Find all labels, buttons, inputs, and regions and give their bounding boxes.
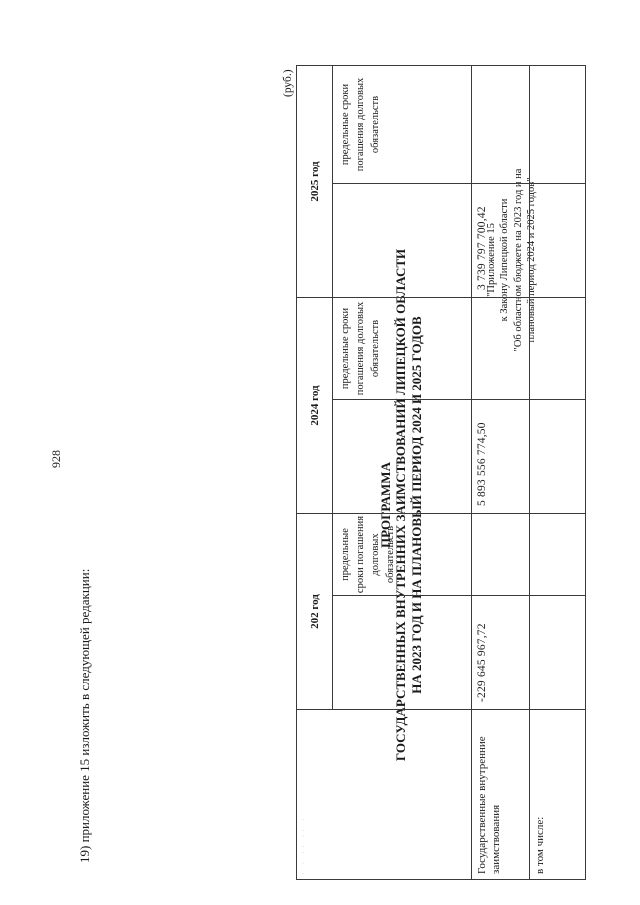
title-line: НА 2023 ГОД И НА ПЛАНОВЫЙ ПЕРИОД 2024 И 2025 ГОДОВ bbox=[408, 316, 424, 694]
term-cell bbox=[472, 298, 530, 400]
title-line: ПРОГРАММА bbox=[378, 462, 393, 548]
table-row bbox=[530, 66, 586, 880]
title-line: ГОСУДАРСТВЕННЫХ ВНУТРЕННИХ ЗАИМСТВОВАНИЙ ЛИПЕЦКОЙ ОБЛАСТИ bbox=[393, 248, 409, 762]
amount-cell bbox=[530, 596, 586, 710]
page-number: 928 bbox=[49, 450, 63, 468]
amount-cell bbox=[530, 400, 586, 514]
row-label: в том числе: bbox=[530, 710, 586, 880]
amount-cell: 3 739 797 700,42 bbox=[472, 184, 530, 298]
amount-subheader bbox=[333, 400, 472, 514]
table-row bbox=[472, 66, 530, 880]
appendix-line: "Приложение 15 bbox=[486, 223, 497, 297]
appendix-line: к Закону Липецкой области bbox=[499, 198, 511, 322]
amount-cell bbox=[530, 184, 586, 298]
appendix-line: "Об областном бюджете на 2023 год и на bbox=[512, 168, 524, 352]
year-header: 2024 год bbox=[297, 298, 333, 514]
amount-subheader bbox=[333, 184, 472, 298]
row-label: Государственные внутренние заимствования bbox=[472, 710, 530, 880]
amendment-intro: 19) приложение 15 изложить в следующей редакции: bbox=[77, 568, 92, 863]
year-header: 2025 год bbox=[297, 66, 333, 298]
year-header: 202 год bbox=[297, 514, 333, 710]
amount-cell: -229 645 967,72 bbox=[472, 596, 530, 710]
amount-cell: 5 893 556 774,50 bbox=[472, 400, 530, 514]
currency-unit: (руб.) bbox=[282, 69, 294, 97]
faint-marks: · · ·· ·· · bbox=[299, 815, 308, 875]
term-cell bbox=[530, 298, 586, 400]
year-header-row bbox=[297, 66, 333, 880]
repayment-term-header: предельные сроки погашения долговых обязательств bbox=[333, 514, 472, 596]
term-cell bbox=[530, 514, 586, 596]
term-cell bbox=[530, 66, 586, 184]
term-cell bbox=[472, 66, 530, 184]
repayment-term-header: предельные сроки погашения долговых обязательств bbox=[333, 298, 472, 400]
amount-subheader bbox=[333, 596, 472, 710]
repayment-term-header: предельные сроки погашения долговых обязательств bbox=[333, 66, 472, 184]
row-label-header bbox=[297, 710, 472, 880]
borrowing-table bbox=[296, 65, 586, 880]
term-cell bbox=[472, 514, 530, 596]
appendix-line: плановый период 2024 и 2025 годов" bbox=[526, 177, 538, 343]
